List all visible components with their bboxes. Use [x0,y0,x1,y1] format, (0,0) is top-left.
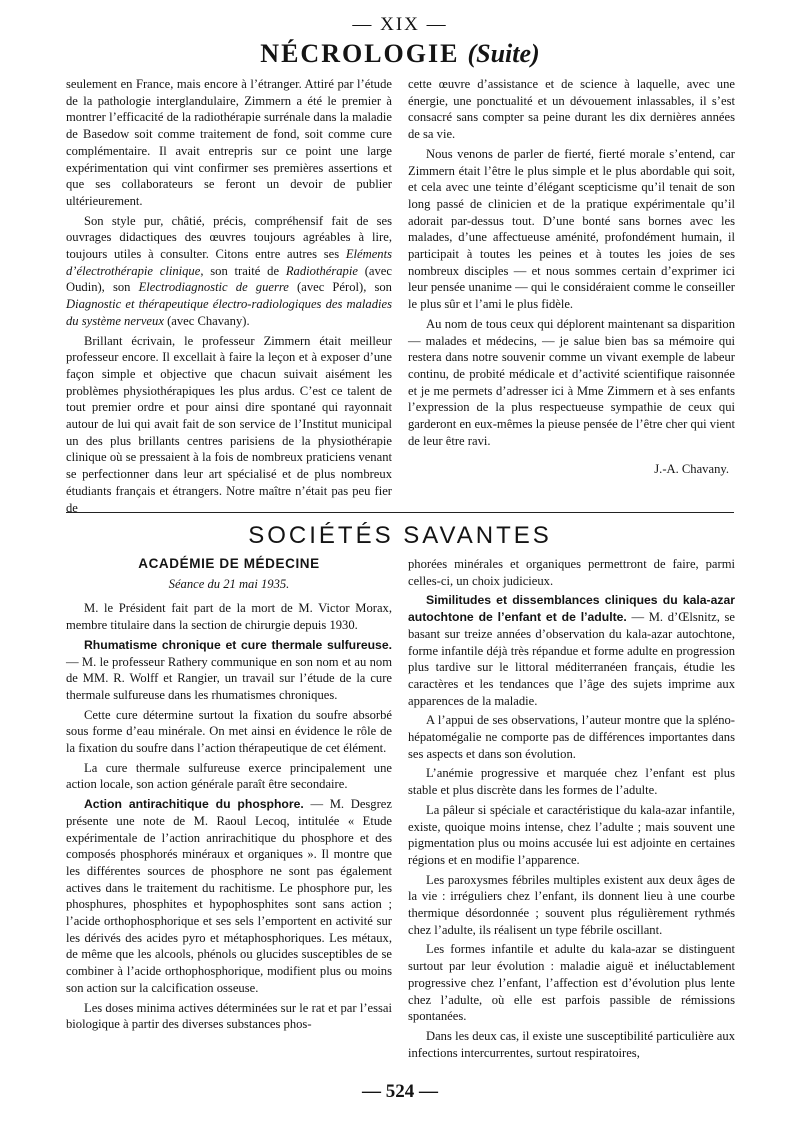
paragraph: seulement en France, mais encore à l’étranger. Attiré par l’étude de la pathologie interglandulaire, Zimmern a été le premier à montrer l’efficacité de la radiothérapie surrénale dans la maladie de Basedow soit comme traitement de fond, soit comme cure complémentaire. Il avait entrepris sur ce point une large expérimentation qui vint confirmer ses premières assertions et que ses collaborateurs se feront un devoir de publier ultérieurement. [66,77,392,208]
subheading: Rhumatisme chronique et cure thermale sulfureuse. [84,637,392,652]
societes-savantes-title: SOCIÉTÉS SAVANTES [248,522,552,549]
paragraph: Nous venons de parler de fierté, fierté morale s’entend, car Zimmern était l’être le plus simple et le plus abordable qui soit, et cela avec une teinte d’élégant scepticisme qu’il tenait de son long passé de clinicien et de la pratique expérimentale qu’il adorait par-dessus tout. D’une bonté sans bornes avec les malades, d’une affectueuse aménité, profondément humain, il participait à toutes les peines et à toutes les joies de ses nombreux disciples — et nous sommes certain d’exprimer ici leur pensée unanime — qui le considéraient comme le conseiller le plus sûr et l’ami le plus fidèle. [408,146,735,312]
paragraph-works: Son style pur, châtié, précis, compréhensif fait de ses ouvrages didactiques des œuvres toujours agréables à lire, toujours utiles à consulter. Citons entre autres ses Eléments d’électrothérapie clinique, son traité de Radiothérapie (avec Oudin), son Electrodiagnostic de guerre (avec Pérol), son Diagnostic et thérapeutique électro-radiologiques des maladies du système nerveux (avec Chavany). [66,213,392,328]
page-number: — 524 — [362,1081,438,1102]
subheading: Action antirachitique du phosphore. [84,797,304,812]
academy-heading: ACADÉMIE DE MÉDECINE [138,556,320,571]
paragraph-kala-azar: Similitudes et dissemblances cliniques du kala-azar autochtone de l’enfant et de l’adulte. — M. d’Œlsnitz, se basant sur treize années d’observation du kala-azar autochtone, forme infantile déjà très répandue et forme adulte en progression plus tardive sur le littoral méditerranéen français, étudie les caractères et les tendances que l’âge des sujets imprime aux apparences de la maladie. [408,593,735,708]
paragraph-phosphore: Action antirachitique du phosphore. — M. Desgrez présente une note de M. Raoul Lecoq, intitulée « Etude expérimentale de l’action anrirachitique du phosphore et des composés phosphorés minéraux et organiques ». Il montre que les différentes sources de phosphore ne sont pas également actives dans le traitement du rachitisme. Le phosphore pur, les phosphures, phosphites et hypophosphites sont sans action ; l’acide orthophosphorique et ses sels l’emportent en activité sur les dérivés des acides pyro et métaphosphoriques. Les métaux, de même que les alcools, phénols ou glucides susceptibles de se combiner à l’acide orthophosphorique, modifient plus ou moins son action sur la calcification osseuse. [66,797,392,995]
paragraph: Les formes infantile et adulte du kala-azar se distinguent surtout par leur évolution : maladie aiguë et inéluctablement progressive chez l’enfant, l’affection est d’évolution plus lente chez l’adulte, où elle est parfois passible de rémissions spontanées. [408,942,735,1024]
paragraph: Brillant écrivain, le professeur Zimmern était meilleur professeur encore. Il excellait à faire la leçon et à exposer d’une façon simple et objective que chacun suivait aisément les problèmes physiothérapiques les plus ardus. C’est ce talent de tout premier ordre et pour ainsi dire spontané qui rayonnait autour de lui qui avait fait de son service de l’Institut municipal un des plus brillants centres parisiens de la physiothérapie clinique où se pressaient à la fois de nombreux praticiens venant se perfectionner dans leur art spécialisé et de plus nombreux étudiants français et étrangers. Notre maître n’était pas peu fier de [66,333,392,515]
paragraph: L’anémie progressive et marquée chez l’enfant est plus stable et plus discrète dans les formes de l’adulte. [408,766,735,798]
roman-page-header: — XIX — [352,14,448,35]
necrologie-column-left [66,76,392,519]
session-date: Séance du 21 mai 1935. [168,576,290,591]
subheading: Similitudes et dissemblances cliniques du kala-azar autochtone de l’enfant et de l’adulte. [408,593,735,625]
author-signature: J.-A. Chavany. [654,462,729,477]
academie-column-right [408,556,735,1064]
necrologie-heading [0,39,800,69]
academie-column-left [66,556,392,1036]
paragraph: cette œuvre d’assistance et de science à laquelle, avec une énergie, une ponctualité et un dévouement inlassables, il s’est consacré sans compter sa peine durant les dix dernières années de sa vie. [408,77,735,142]
paragraph: Cette cure détermine surtout la fixation du soufre absorbé sous forme d’eau minérale. On met ainsi en évidence le rôle de la fixation du soufre dans l’action thérapeutique de cet élément. [66,707,392,756]
paragraph: Au nom de tous ceux qui déplorent maintenant sa disparition — malades et médecins, — je salue bien bas sa mémoire qui restera dans notre souvenir comme un vivant exemple de labeur continu, de probité médicale et d’activité scientifique raisonnée et je me permets d’adresser ici à Mme Zimmern et à ses enfants l’expression de la plus respectueuse sympathie de ceux qui garderont en eux-mêmes la pieuse pensée de l’être cher qui vient de leur être ravi. [408,316,735,448]
paragraph: Les paroxysmes fébriles multiples existent aux deux âges de la vie : irréguliers chez l’enfant, ils donnent lieu à une courbe thermique désordonnée ; souvent plus régulièrement rythmés chez l’adulte, ils réalisent un type fébrile oscillant. [408,872,735,937]
paragraph: phorées minérales et organiques permettront de faire, parmi celles-ci, un choix judicieux. [408,557,735,588]
necrologie-suffix: (Suite) [467,39,540,68]
paragraph-rhumatisme: Rhumatisme chronique et cure thermale sulfureuse. — M. le professeur Rathery communique en son nom et au nom de MM. R. Wolff et Rangier, un travail sur l’étude de la cure thermale sulfureuse dans les rhumatismes chroniques. [66,637,392,702]
paragraph: Les doses minima actives déterminées sur le rat et par l’essai biologique à partir des diverses substances phos- [66,1000,392,1032]
paragraph: La cure thermale sulfureuse exerce principalement une action locale, son action générale paraît être secondaire. [66,760,392,792]
section-divider [66,512,734,513]
necrologie-column-right [408,76,735,481]
paragraph: M. le Président fait part de la mort de M. Victor Morax, membre titulaire dans la section de chirurgie depuis 1930. [66,601,392,633]
paragraph: La pâleur si spéciale et caractéristique du kala-azar infantile, existe, quoique moins intense, chez l’adulte ; mais souvent une pigmentation plus ou moins accusée lui est adjointe en certaines régions et en modifie l’apparence. [408,802,735,867]
paragraph: Dans les deux cas, il existe une susceptibilité particulière aux infections intercurrentes, surtout respiratoires, [408,1028,735,1060]
necrologie-title: NÉCROLOGIE [260,39,460,68]
paragraph: A l’appui de ses observations, l’auteur montre que la spléno-hépatomégalie ne comporte pas de différences importantes dans ses aspects et dans son évolution. [408,713,735,761]
